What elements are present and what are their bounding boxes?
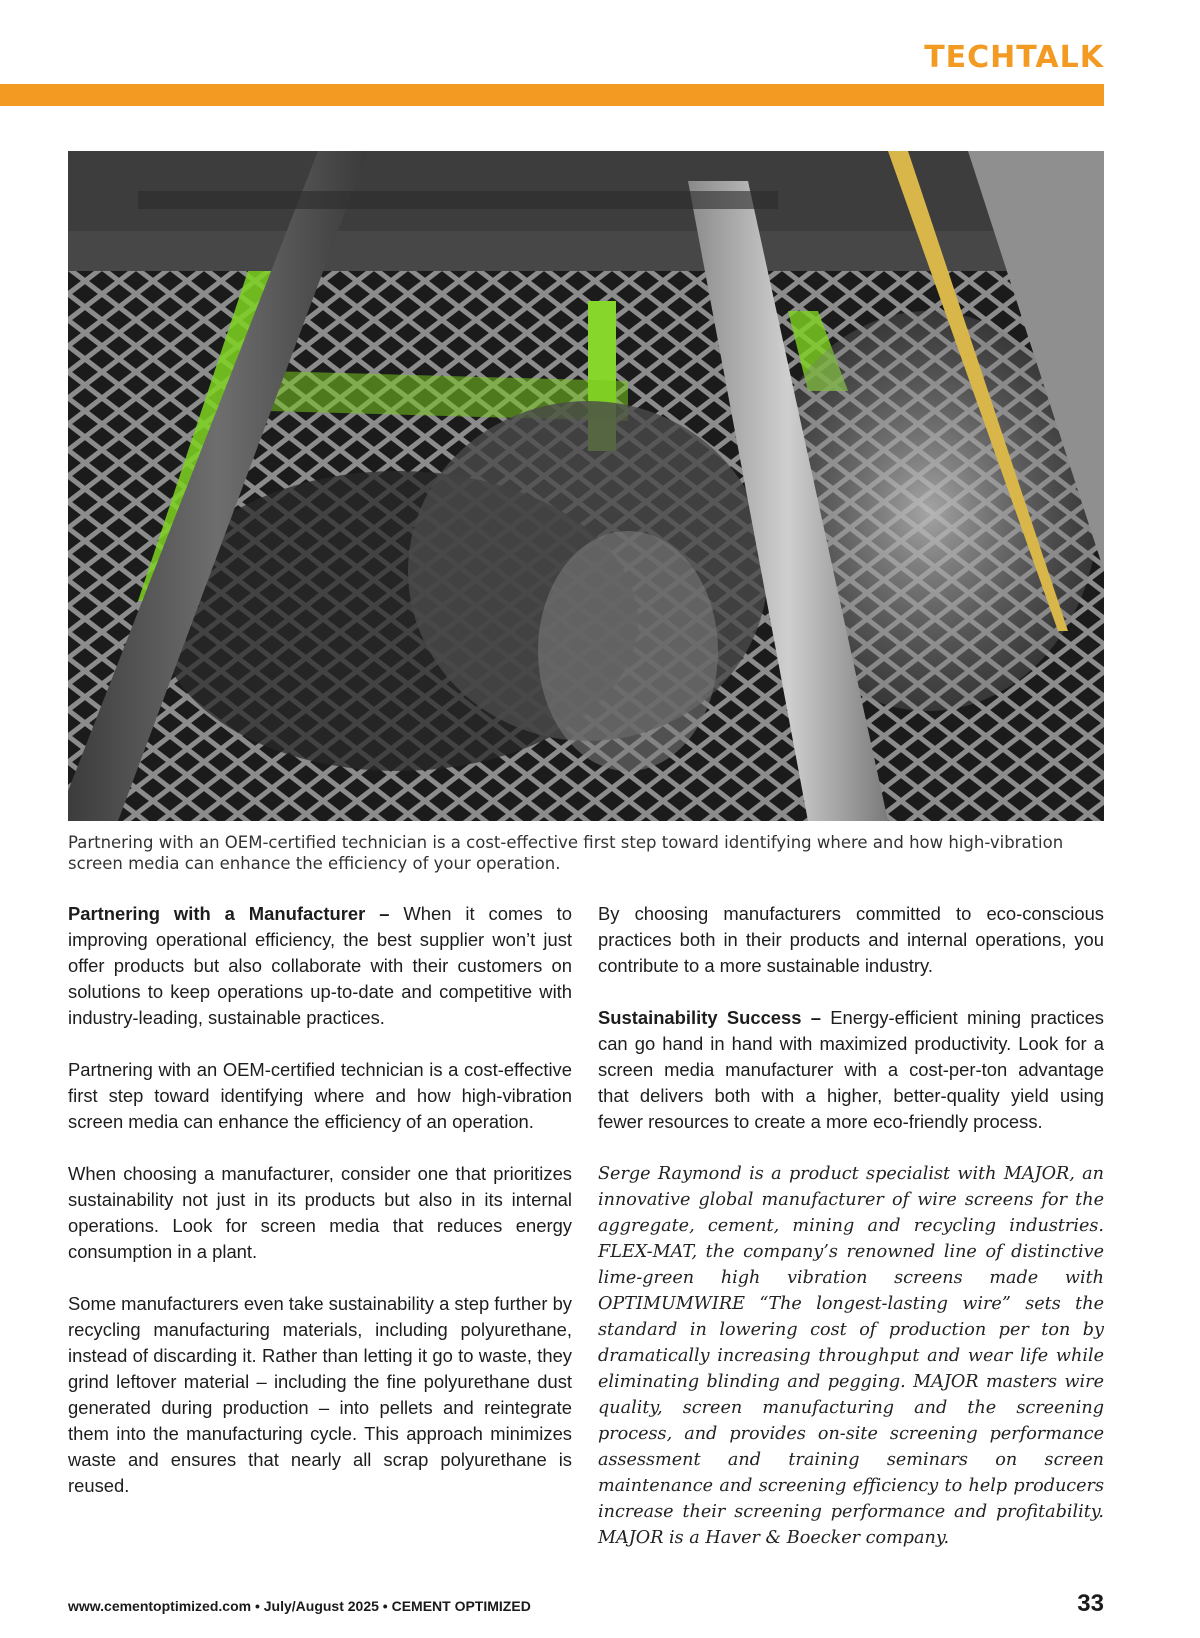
paragraph-lead: Sustainability Success – bbox=[598, 1007, 821, 1028]
page-number: 33 bbox=[1077, 1590, 1104, 1617]
paragraph-oem-technician: Partnering with an OEM-certified technician is a cost-effective first step toward identifying where and how high-vibration screen media can enhance the efficiency of an operation. bbox=[68, 1059, 572, 1132]
section-tag: TECHTALK bbox=[924, 40, 1104, 75]
photo-caption: Partnering with an OEM-certified technician is a cost-effective first step toward identifying where and how high-vibration screen media can enhance the efficiency of your operation. bbox=[68, 833, 1064, 873]
paragraph-text: Energy-efficient mining practices can go hand in hand with maximized productivity. Look for a screen media manufacturer with a cost-per-ton advantage that delivers both with a higher, better-quality yield using fewer resources to create a more eco-friendly process. bbox=[598, 1007, 1104, 1132]
paragraph-choosing-manufacturer: When choosing a manufacturer, consider one that prioritizes sustainability not just in its products but also in its internal operations. Look for screen media that reduces energy consumption in a plant. bbox=[68, 1163, 572, 1262]
article-photo bbox=[68, 151, 1104, 821]
paragraph-text: When it comes to improving operational efficiency, the best supplier won’t just offer products but also collaborate with their customers on solutions to keep operations up-to-date and competitive with industry-leading, sustainable practices. bbox=[68, 903, 572, 1028]
footer-publication: www.cementoptimized.com • July/August 2025 • CEMENT OPTIMIZED bbox=[68, 1598, 531, 1614]
author-bio: Serge Raymond is a product specialist with MAJOR, an innovative global manufacturer of wire screens for the aggregate, cement, mining and recycling industries. FLEX-MAT, the company’s renowned line of distinctive lime-green high vibration screens made with OPTIMUMWIRE “The longest-lasting wire” sets the standard in lowering cost of production per ton by dramatically increasing throughput and wear life while eliminating blinding and pegging. MAJOR masters wire quality, screen manufacturing and the screening process, and provides on-site screening performance assessment and training seminars on screen maintenance and screening efficiency to help producers increase their screening performance and profitability. MAJOR is a Haver & Boecker company. bbox=[598, 1164, 1104, 1548]
paragraph-lead: Partnering with a Manufacturer – bbox=[68, 903, 390, 924]
paragraph-eco-conscious: By choosing manufacturers committed to eco-conscious practices both in their products and internal operations, you contribute to a more sustainable industry. bbox=[598, 903, 1104, 976]
header-accent-bar bbox=[0, 84, 1104, 106]
vibrating-screen-photo-icon bbox=[68, 151, 1104, 821]
paragraph-partnering bbox=[68, 901, 572, 1031]
paragraph-sustainability bbox=[598, 1005, 1104, 1135]
paragraph-recycling: Some manufacturers even take sustainability a step further by recycling manufacturing materials, including polyurethane, instead of discarding it. Rather than letting it go to waste, they grind leftover material – including the fine polyurethane dust generated during production – into pellets and reintegrate them into the manufacturing cycle. This approach minimizes waste and ensures that nearly all scrap polyurethane is reused. bbox=[68, 1293, 572, 1496]
article-left-column bbox=[68, 901, 572, 1525]
article-right-column bbox=[598, 901, 1104, 1577]
